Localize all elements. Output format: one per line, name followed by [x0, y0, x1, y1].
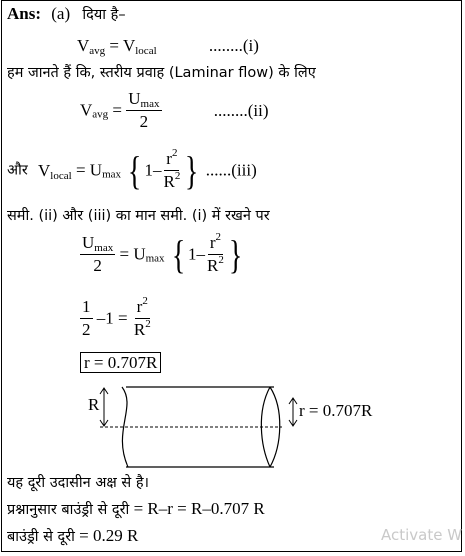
substitution-line: समी. (ii) और (iii) का मान समी. (i) में रखने पर	[7, 208, 270, 224]
activate-windows-watermark: Activate W	[381, 526, 463, 544]
boundary-distance-line: प्रश्नानुसार बाउंड्री से दूरी = R–r = R–0.707 R	[7, 499, 265, 518]
r2-over-R2-fraction-2: $\frac{r^2}{R^2}$	[207, 231, 224, 275]
given-text: दिया है–	[82, 7, 126, 23]
equation-3: और $V_{local} = U_{max}$ { 1– $\frac{r^2}{R^2}$ } ......(iii)	[7, 147, 257, 193]
one-half-fraction: $\frac{1}{2}$	[82, 297, 91, 339]
r-value-label: r = 0.707R	[299, 401, 373, 420]
umax-over-2-fraction-2: $\frac{U_{max}}{2}$	[82, 233, 114, 275]
umax-over-2-fraction: $\frac{U_{max}}{2}$	[128, 89, 160, 131]
neutral-axis-line: यह दूरी उदासीन अक्ष से है।	[7, 475, 150, 491]
equation-2: $V_{avg}$ = $\frac{U_{max}}{2}$ ........(ii)	[80, 89, 269, 131]
equation-5: $\frac{1}{2}$ –1 = $\frac{r^2}{R^2}$	[82, 295, 151, 339]
equation-ref-3: ......(iii)	[205, 160, 257, 180]
equation-4: $\frac{U_{max}}{2}$ = $U_{max}$ { 1– $\frac{r^2}{R^2}$ }	[82, 231, 243, 277]
pipe-diagram	[82, 381, 402, 473]
boundary-distance-result: बाउंड्री से दूरी = 0.29 R	[7, 526, 139, 545]
equation-1: $V_{avg} = V_{local}$ ........(i)	[77, 36, 259, 57]
answer-panel	[1, 0, 462, 552]
r2-over-R2-fraction-3: $\frac{r^2}{R^2}$	[133, 295, 151, 339]
r2-over-R2-fraction: $\frac{r^2}{R^2}$	[163, 147, 181, 191]
answer-heading	[7, 4, 126, 25]
equation-ref-1: ........(i)	[208, 36, 259, 55]
part-label: (a)	[51, 4, 71, 23]
result-box: r = 0.707R	[80, 353, 161, 373]
equation-ref-2: ........(ii)	[213, 100, 269, 120]
ans-label: Ans:	[7, 4, 42, 23]
laminar-flow-line: हम जानते हैं कि, स्तरीय प्रवाह (Laminar flow) के लिए	[7, 65, 316, 81]
radius-label: R	[88, 395, 100, 414]
